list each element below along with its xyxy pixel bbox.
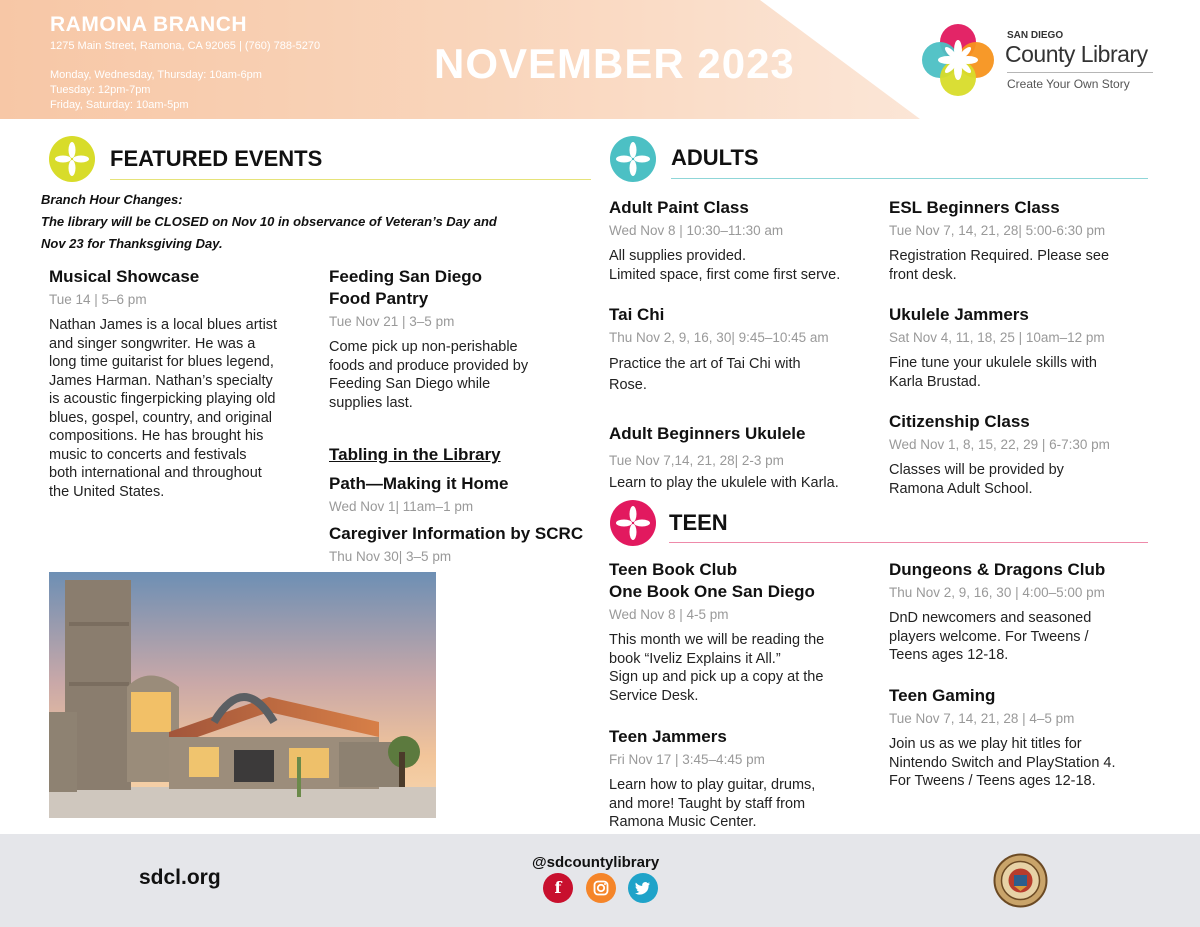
desc-line: book “Iveliz Explains it All.” <box>609 650 781 667</box>
event-title: Path—Making it Home <box>329 474 509 493</box>
event-description <box>889 609 1159 665</box>
notice-heading: Branch Hour Changes: <box>41 192 183 207</box>
desc-line: Join us as we play hit titles for <box>889 736 1082 752</box>
desc-line: Nathan James is a local blues artist <box>49 317 278 333</box>
event-description <box>889 354 1159 391</box>
twitter-icon[interactable] <box>628 873 658 903</box>
event-description <box>889 247 1159 284</box>
event-tai-chi <box>609 304 879 396</box>
event-date: Wed Nov 1| 11am–1 pm <box>329 499 474 514</box>
desc-line: This month we will be reading the <box>609 632 825 648</box>
desc-line: compositions. He has brought his <box>49 428 264 444</box>
desc-line: is acoustic fingerpicking playing old <box>49 391 276 407</box>
adults-heading: ADULTS <box>671 145 759 170</box>
desc-line: supplies last. <box>329 394 413 411</box>
title-line: Food Pantry <box>329 289 429 308</box>
desc-line: Karla Brustad. <box>889 373 981 390</box>
instagram-icon[interactable] <box>586 873 616 903</box>
event-esl-beginners-class <box>889 197 1159 284</box>
desc-line: music to concerts and festivals <box>49 446 247 463</box>
desc-line: Fine tune your ukulele skills with <box>889 355 1097 371</box>
event-date: Tue Nov 7,14, 21, 28| 2-3 pm <box>609 453 784 468</box>
desc-line: Sign up and pick up a copy at the <box>609 669 824 685</box>
header <box>0 0 1200 119</box>
event-teen-book-club <box>609 559 879 705</box>
library-building-photo <box>49 572 436 818</box>
logo-divider <box>1007 72 1153 73</box>
event-adult-paint-class <box>609 197 879 284</box>
event-adult-beginners-ukulele <box>609 423 884 493</box>
desc-line: the United States. <box>49 483 165 500</box>
event-description <box>889 735 1169 791</box>
event-description <box>609 354 879 396</box>
branch-name: RAMONA BRANCH <box>50 13 248 36</box>
event-title <box>609 559 879 603</box>
event-title: Adult Beginners Ukulele <box>609 424 806 443</box>
event-date: Tue Nov 7, 14, 21, 28 | 4–5 pm <box>889 711 1075 726</box>
branch-hours <box>50 68 262 113</box>
event-date: Tue Nov 21 | 3–5 pm <box>329 314 455 329</box>
desc-line: Feeding San Diego while <box>329 376 491 392</box>
desc-line: Learn how to play guitar, drums, <box>609 777 816 793</box>
county-seal-icon <box>993 853 1048 908</box>
desc-line: Service Desk. <box>609 687 699 704</box>
teen-heading: TEEN <box>669 510 728 535</box>
event-description <box>609 776 879 832</box>
tabling-section <box>329 444 589 565</box>
title-line: Teen Book Club <box>609 560 738 579</box>
social-handle[interactable]: @sdcountylibrary <box>532 854 660 871</box>
desc-line: and more! Taught by staff from <box>609 795 806 812</box>
desc-line: Teens ages 12-18. <box>889 647 1009 663</box>
event-description <box>609 247 879 284</box>
logo-tagline: Create Your Own Story <box>1007 77 1130 91</box>
event-description <box>609 474 884 493</box>
website-link[interactable]: sdcl.org <box>139 866 221 889</box>
desc-line: For Tweens / Teens ages 12-18. <box>889 773 1096 789</box>
event-citizenship-class <box>889 411 1159 498</box>
desc-line: blues, gospel, country, and original <box>49 409 273 426</box>
library-logo-icon <box>918 20 998 100</box>
desc-line: DnD newcomers and seasoned <box>889 610 1092 626</box>
event-description <box>49 316 319 501</box>
desc-line: Ramona Adult School. <box>889 480 1033 497</box>
event-date: Sat Nov 4, 11, 18, 25 | 10am–12 pm <box>889 330 1105 345</box>
desc-line: front desk. <box>889 266 957 283</box>
branch-hour-notice <box>41 189 581 255</box>
logo-big-text: County Library <box>1005 41 1148 67</box>
desc-line: Come pick up non-perishable <box>329 339 518 355</box>
event-dungeons-dragons-club <box>889 559 1159 665</box>
event-title: Citizenship Class <box>889 412 1030 431</box>
desc-line: Limited space, first come first serve. <box>609 266 841 283</box>
event-title: Dungeons & Dragons Club <box>889 560 1106 579</box>
event-title: Tai Chi <box>609 305 665 324</box>
desc-line: both international and throughout <box>49 465 262 481</box>
desc-line: Ramona Music Center. <box>609 814 757 830</box>
desc-line: Nintendo Switch and PlayStation 4. <box>889 754 1116 771</box>
event-date: Thu Nov 30| 3–5 pm <box>329 549 452 564</box>
title-line: One Book One San Diego <box>609 582 815 601</box>
desc-line: Classes will be provided by <box>889 462 1064 478</box>
logo-small-text: SAN DIEGO <box>1007 30 1064 41</box>
event-date: Wed Nov 8 | 4-5 pm <box>609 607 729 622</box>
event-date: Tue Nov 7, 14, 21, 28| 5:00-6:30 pm <box>889 223 1106 238</box>
desc-line: players welcome. For Tweens / <box>889 628 1089 645</box>
tabling-heading[interactable]: Tabling in the Library <box>329 445 501 464</box>
event-title: Teen Jammers <box>609 727 727 746</box>
event-description <box>889 461 1159 498</box>
desc-line: Registration Required. Please see <box>889 248 1110 264</box>
desc-line: long time guitarist for blues legend, <box>49 354 274 370</box>
desc-line: Rose. <box>609 377 647 393</box>
month-title: NOVEMBER 2023 <box>434 40 795 87</box>
event-title: Ukulele Jammers <box>889 305 1029 324</box>
desc-line: Practice the art of Tai Chi with <box>609 356 801 372</box>
hours-line: Monday, Wednesday, Thursday: 10am-6pm <box>50 69 262 81</box>
event-ukulele-jammers <box>889 304 1159 391</box>
flower-icon <box>607 497 659 549</box>
event-description <box>609 631 879 705</box>
event-musical-showcase <box>49 266 319 501</box>
hours-line: Friday, Saturday: 10am-5pm <box>50 99 189 111</box>
event-title: Caregiver Information by SCRC <box>329 524 584 543</box>
hours-line: Tuesday: 12pm-7pm <box>50 84 151 96</box>
title-line: Feeding San Diego <box>329 267 483 286</box>
event-date: Wed Nov 8 | 10:30–11:30 am <box>609 223 784 238</box>
featured-divider <box>110 179 591 180</box>
desc-line: Learn to play the ukulele with Karla. <box>609 475 839 491</box>
notice-line: The library will be CLOSED on Nov 10 in observance of Veteran’s Day and <box>41 214 497 229</box>
event-title: Musical Showcase <box>49 267 200 286</box>
desc-line: and singer songwriter. He was a <box>49 335 256 352</box>
branch-address: 1275 Main Street, Ramona, CA 92065 | (760) 788-5270 <box>50 40 321 52</box>
event-date: Thu Nov 2, 9, 16, 30 | 4:00–5:00 pm <box>889 585 1105 600</box>
flower-icon <box>46 133 98 185</box>
event-title: ESL Beginners Class <box>889 198 1060 217</box>
event-date: Thu Nov 2, 9, 16, 30| 9:45–10:45 am <box>609 330 829 345</box>
desc-line: All supplies provided. <box>609 248 747 264</box>
event-teen-gaming <box>889 685 1169 791</box>
desc-line: James Harman. Nathan’s specialty <box>49 372 273 389</box>
adults-divider <box>671 178 1148 179</box>
event-date: Wed Nov 1, 8, 15, 22, 29 | 6-7:30 pm <box>889 437 1110 452</box>
event-date: Fri Nov 17 | 3:45–4:45 pm <box>609 752 765 767</box>
notice-line: Nov 23 for Thanksgiving Day. <box>41 236 223 251</box>
desc-line: foods and produce provided by <box>329 357 529 374</box>
featured-events-heading: FEATURED EVENTS <box>110 146 323 171</box>
event-date: Tue 14 | 5–6 pm <box>49 292 147 307</box>
event-feeding-san-diego <box>329 266 589 412</box>
flower-icon <box>607 133 659 185</box>
teen-divider <box>669 542 1148 543</box>
event-teen-jammers <box>609 726 879 832</box>
event-title <box>329 266 589 310</box>
facebook-icon[interactable]: f <box>543 873 573 903</box>
event-title: Adult Paint Class <box>609 198 749 217</box>
event-description <box>329 338 589 412</box>
event-title: Teen Gaming <box>889 686 996 705</box>
